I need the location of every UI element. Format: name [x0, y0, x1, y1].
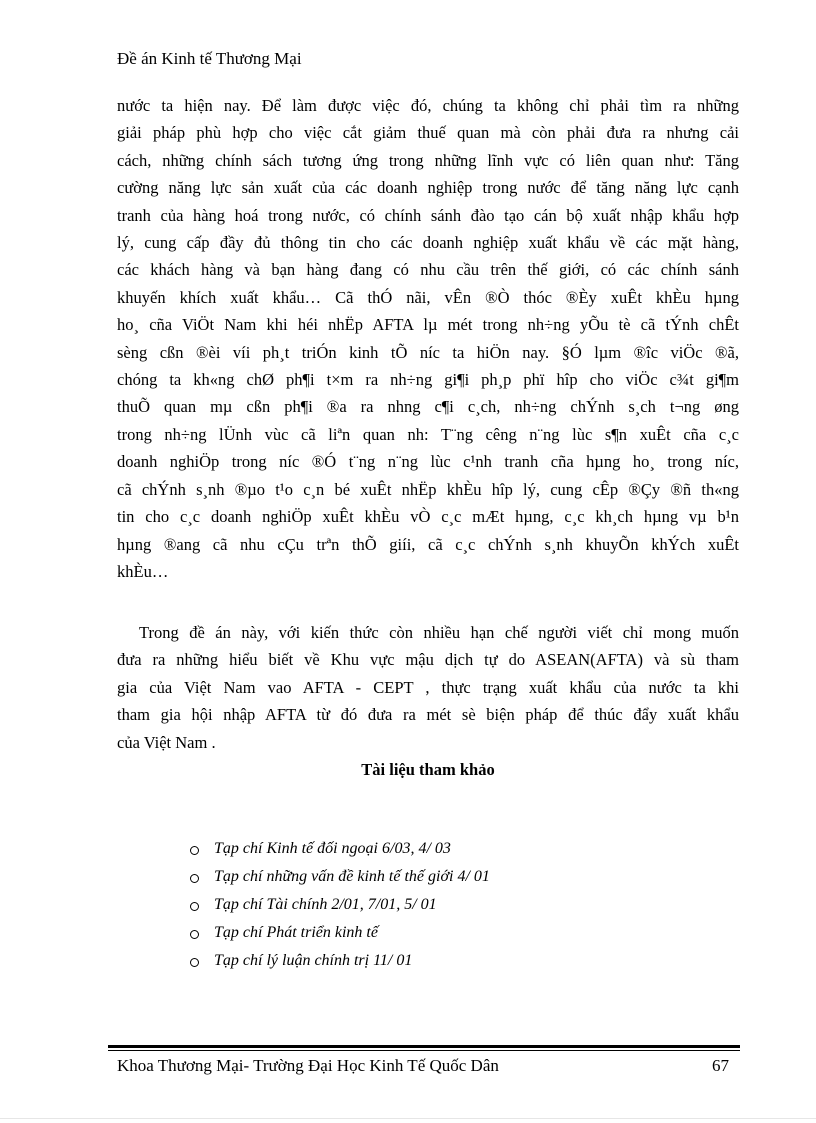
text-line: nước ta hiện nay. Để làm được việc đó, chúng ta không chỉ phải tìm ra những	[117, 96, 739, 115]
text-line: cường năng lực sản xuất của các doanh nghiệp trong nước để tăng năng lực cạnh	[117, 178, 739, 198]
text-line: cã chÝnh s¸nh ®µo t¹o c¸n bé xuÊt nhËp khÈu hîp lý, cung cÊp ®Çy ®ñ th«ng	[117, 479, 739, 499]
footer-divider	[108, 1045, 740, 1048]
text-line: thuÕ quan mµ cßn ph¶i ®a ra nhng c¶i c¸ch, nh÷ng chÝnh s¸ch t¬ng øng	[117, 397, 739, 417]
reference-text: Tạp chí những vấn đề kinh tế thế giới 4/ 01	[214, 868, 490, 885]
circle-bullet-icon	[190, 874, 199, 883]
text-line: lý, cung cấp đầy đủ thông tin cho các doanh nghiệp xuất khẩu về các mặt hàng,	[117, 233, 739, 253]
text-line: khÈu…	[117, 561, 169, 581]
references-title: Tài liệu tham khảo	[361, 760, 495, 779]
page-header	[117, 48, 302, 70]
circle-bullet-icon	[190, 930, 199, 939]
page-number: 67	[712, 1056, 729, 1075]
text-line: doanh nghiÖp trong níc ®Ó t¨ng n¨ng lùc c¹nh tranh cña hµng ho¸ trong níc,	[117, 452, 739, 472]
reference-text: Tạp chí lý luận chính trị 11/ 01	[214, 952, 413, 969]
body-paragraph-2	[117, 619, 739, 756]
text-line: tin cho c¸c doanh nghiÖp xuÊt khÈu vÒ c¸c mÆt hµng, c¸c kh¸ch hµng vµ b¹n	[117, 507, 739, 527]
circle-bullet-icon	[190, 958, 199, 967]
reference-item	[190, 947, 490, 975]
footer-institution: Khoa Thương Mại- Trường Đại Học Kinh Tế Quốc Dân	[117, 1056, 499, 1075]
text-line: gia của Việt Nam vao AFTA - CEPT , thực trạng xuất khẩu của nước ta khi	[117, 677, 739, 697]
text-line: giải pháp phù hợp cho việc cắt giảm thuế quan mà còn phải đưa ra nhưng cải	[117, 123, 739, 143]
text-line: cách, những chính sách tương ứng trong những lĩnh vực có liên quan như: Tăng	[117, 150, 739, 170]
body-paragraph-1	[117, 92, 739, 585]
text-line: hµng ®ang cã nhu cÇu trªn thÕ giíi, cã c¸c chÝnh s¸nh khuyÕn khÝch xuÊt	[117, 534, 739, 554]
reference-item	[190, 919, 490, 947]
text-line: khuyến khích xuất khẩu… Cã thÓ nãi, vÊn ®Ò thóc ®Èy xuÊt khÈu hµng	[117, 287, 739, 307]
reference-text: Tạp chí Phát triển kinh tế	[214, 924, 378, 941]
text-line: đưa ra những hiểu biết về Khu vực mậu dịch tự do ASEAN(AFTA) và sù tham	[117, 650, 739, 670]
reference-item	[190, 835, 490, 863]
page-footer	[117, 1056, 729, 1076]
circle-bullet-icon	[190, 846, 199, 855]
text-line: các khách hàng và bạn hàng đang có nhu cầu trên thế giới, có các chính sánh	[117, 260, 739, 280]
reference-item	[190, 891, 490, 919]
circle-bullet-icon	[190, 902, 199, 911]
text-line: ho¸ cña ViÖt Nam khi héi nhËp AFTA lµ mét trong nh÷ng yÕu tè cã tÝnh chÊt	[117, 315, 739, 335]
reference-text: Tạp chí Tài chính 2/01, 7/01, 5/ 01	[214, 896, 437, 913]
page-bottom-edge	[0, 1118, 816, 1119]
text-line: Trong đề án này, với kiến thức còn nhiều hạn chế người viết chỉ mong muốn	[139, 623, 739, 642]
text-line: chóng ta kh«ng chØ ph¶i t×m ra nh÷ng gi¶i ph¸p phï hîp cho viÖc c¾t gi¶m	[117, 370, 739, 390]
text-line: trong nh÷ng lÜnh vùc cã liªn quan nh: T¨ng cêng n¨ng lùc s¶n xuÊt cña c¸c	[117, 424, 739, 444]
text-line: tham gia hội nhập AFTA từ đó đưa ra mét sè biện pháp để thúc đẩy xuất khẩu	[117, 705, 739, 725]
references-list	[190, 835, 490, 975]
text-line: sèng cßn ®èi víi ph¸t triÓn kinh tÕ níc ta hiÖn nay. §Ó lµm ®îc viÖc ®ã,	[117, 342, 739, 362]
text-line: tranh của hàng hoá trong nước, có chính sánh đào tạo cán bộ xuất nhập khẩu hợp	[117, 205, 739, 225]
reference-text: Tạp chí Kinh tế đối ngoại 6/03, 4/ 03	[214, 840, 451, 857]
header-title: Đề án Kinh tế Thương Mại	[117, 49, 302, 68]
reference-item	[190, 863, 490, 891]
text-line: của Việt Nam .	[117, 732, 216, 752]
footer-divider-thin	[108, 1050, 740, 1051]
